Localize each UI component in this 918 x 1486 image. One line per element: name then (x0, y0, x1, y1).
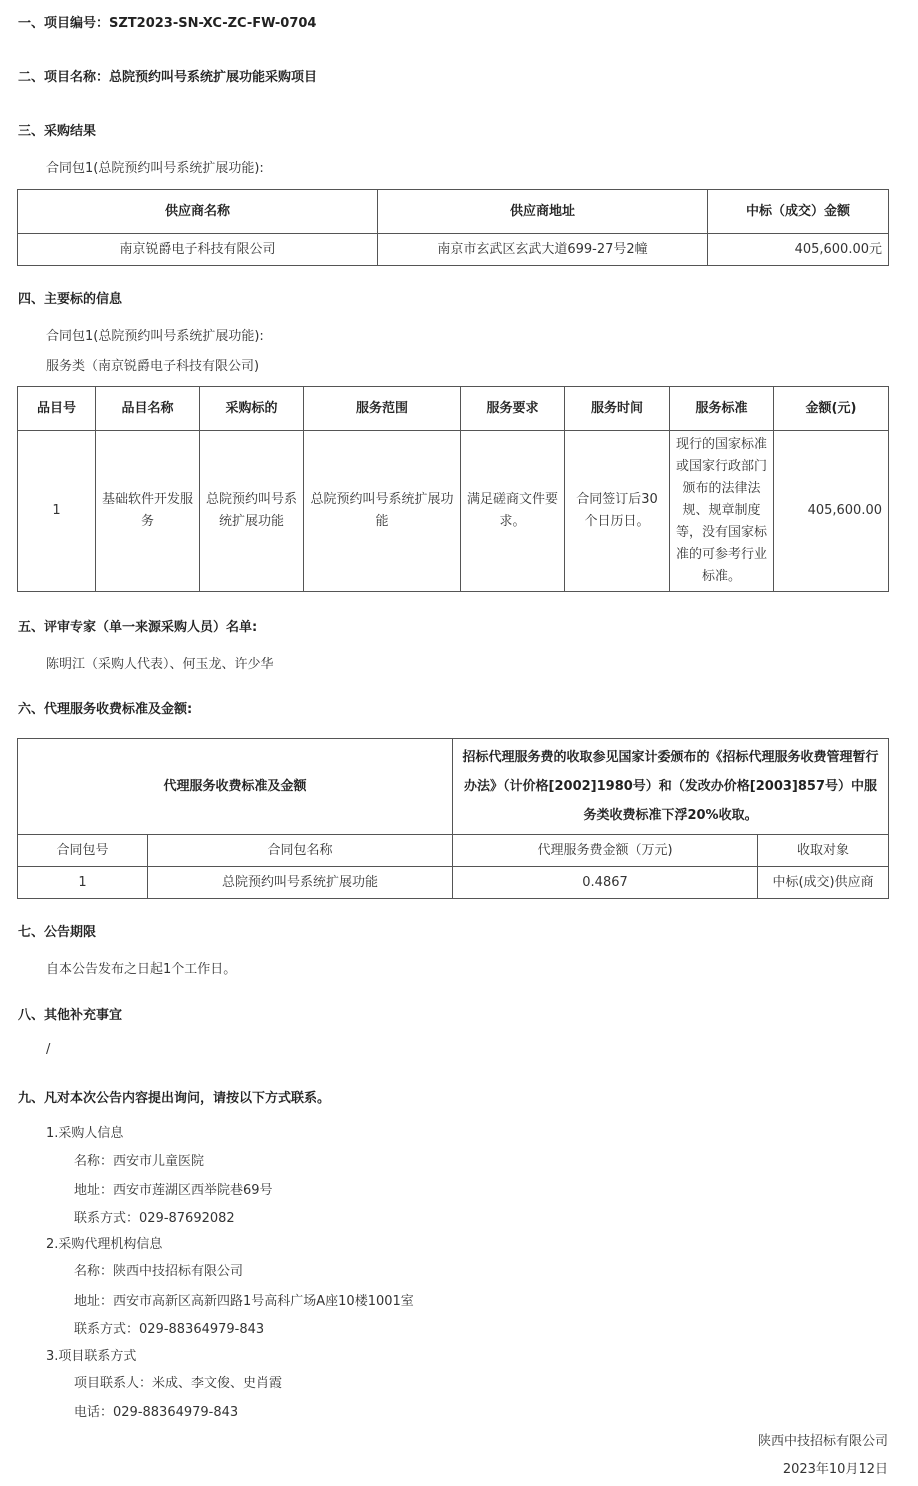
service-scope: 总院预约叫号系统扩展功能 (304, 431, 461, 592)
purchaser-title: 1.采购人信息 (46, 1126, 124, 1141)
table-header-cell: 品目名称 (96, 387, 200, 431)
fee-standard-row (18, 739, 889, 835)
subject-package-label: 合同包1(总院预约叫号系统扩展功能): (46, 329, 264, 344)
item-number: 1 (18, 431, 96, 592)
table-header-cell: 采购标的 (200, 387, 304, 431)
subject-amount: 405,600.00 (774, 431, 889, 592)
section-project-name: 二、项目名称：总院预约叫号系统扩展功能采购项目 (18, 70, 318, 85)
notice-period-text: 自本公告发布之日起1个工作日。 (46, 962, 237, 977)
section-agency-fee: 六、代理服务收费标准及金额: (18, 702, 193, 717)
fee-package-name: 总院预约叫号系统扩展功能 (148, 867, 453, 899)
section-subject-info: 四、主要标的信息 (18, 292, 123, 307)
subject-table (17, 386, 889, 592)
item-name: 基础软件开发服务 (96, 431, 200, 592)
purchaser-phone: 联系方式：029-87692082 (74, 1211, 235, 1226)
agency-phone: 联系方式：029-88364979-843 (74, 1322, 265, 1337)
section-project-number: 一、项目编号：SZT2023-SN-XC-ZC-FW-0704 (18, 16, 317, 31)
table-row (18, 234, 889, 266)
fee-table (17, 738, 889, 899)
fee-standard-label: 代理服务收费标准及金额 (18, 739, 453, 835)
fee-payer: 中标(成交)供应商 (758, 867, 889, 899)
footer-date: 2023年10月12日 (782, 1462, 888, 1477)
table-row (18, 867, 889, 899)
agency-name: 名称：陕西中技招标有限公司 (74, 1264, 244, 1279)
experts-list: 陈明江（采购人代表）、何玉龙、许少华 (46, 657, 274, 672)
service-standard: 现行的国家标准或国家行政部门颁布的法律法规、规章制度等，没有国家标准的可参考行业标准。 (670, 431, 774, 592)
table-header-cell: 收取对象 (758, 835, 889, 867)
table-row (18, 431, 889, 592)
section-purchase-result: 三、采购结果 (18, 124, 97, 139)
section-contact: 九、凡对本次公告内容提出询问，请按以下方式联系。 (18, 1091, 331, 1106)
project-contact-people: 项目联系人：米成、李文俊、史肖霞 (74, 1376, 283, 1391)
table-header-cell: 服务范围 (304, 387, 461, 431)
table-header-cell: 金额(元) (774, 387, 889, 431)
table-header-row (18, 190, 889, 234)
agency-address: 地址：西安市高新区高新四路1号高科广场A座10楼1001室 (74, 1294, 414, 1309)
table-header-cell: 代理服务费金额（万元) (453, 835, 758, 867)
agency-title: 2.采购代理机构信息 (46, 1237, 163, 1252)
fee-amount: 0.4867 (453, 867, 758, 899)
service-time: 合同签订后30个日历日。 (565, 431, 670, 592)
fee-standard-description: 招标代理服务费的收取参见国家计委颁布的《招标代理服务收费管理暂行办法》（计价格[2002]1980号）和（发改办价格[2003]857号）中服务类收费标准下浮20%收取。 (453, 739, 889, 835)
table-header-cell: 供应商地址 (378, 190, 708, 234)
result-table (17, 189, 889, 266)
purchaser-address: 地址：西安市莲湖区西举院巷69号 (74, 1183, 273, 1198)
table-header-cell: 合同包名称 (148, 835, 453, 867)
table-header-cell: 服务标准 (670, 387, 774, 431)
subject-category-label: 服务类（南京锐爵电子科技有限公司) (46, 359, 260, 374)
table-header-cell: 品目号 (18, 387, 96, 431)
table-header-cell: 供应商名称 (18, 190, 378, 234)
section-notice-period: 七、公告期限 (18, 925, 97, 940)
section-other-matters: 八、其他补充事宜 (18, 1008, 123, 1023)
result-package-label: 合同包1(总院预约叫号系统扩展功能): (46, 161, 264, 176)
table-header-cell: 中标（成交）金额 (708, 190, 889, 234)
supplier-address: 南京市玄武区玄武大道699-27号2幢 (378, 234, 708, 266)
table-header-row (18, 835, 889, 867)
purchaser-name: 名称：西安市儿童医院 (74, 1154, 205, 1169)
winning-amount: 405,600.00元 (708, 234, 889, 266)
section-experts: 五、评审专家（单一来源采购人员）名单: (18, 620, 258, 635)
table-header-row (18, 387, 889, 431)
service-requirement: 满足磋商文件要求。 (461, 431, 565, 592)
project-contact-title: 3.项目联系方式 (46, 1349, 137, 1364)
fee-package-number: 1 (18, 867, 148, 899)
table-header-cell: 服务时间 (565, 387, 670, 431)
other-matters-text: / (46, 1042, 51, 1057)
project-contact-phone: 电话：029-88364979-843 (74, 1405, 239, 1420)
table-header-cell: 合同包号 (18, 835, 148, 867)
purchase-subject: 总院预约叫号系统扩展功能 (200, 431, 304, 592)
table-header-cell: 服务要求 (461, 387, 565, 431)
supplier-name: 南京锐爵电子科技有限公司 (18, 234, 378, 266)
footer-company: 陕西中技招标有限公司 (757, 1434, 888, 1449)
